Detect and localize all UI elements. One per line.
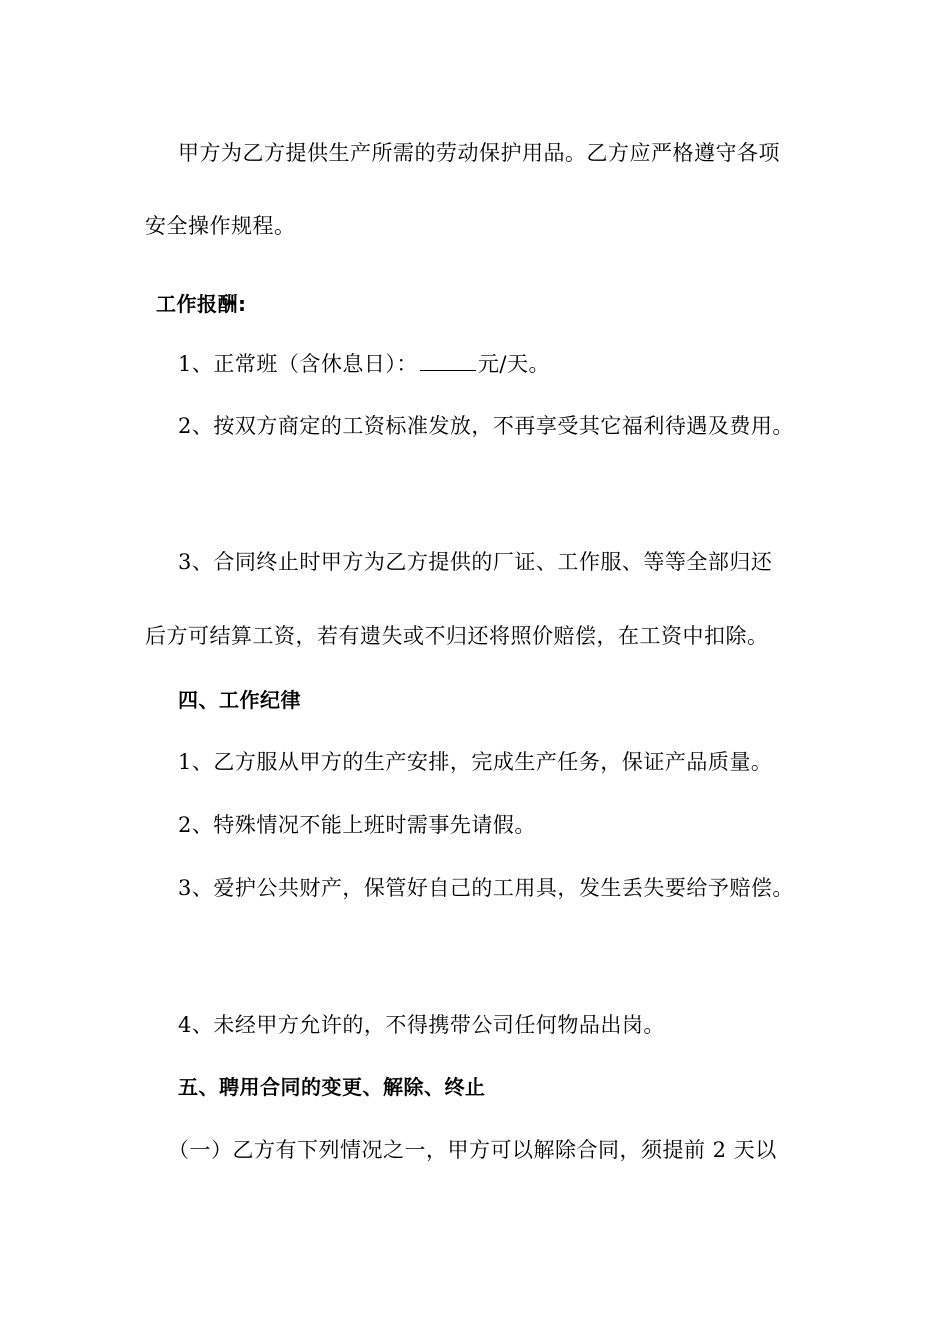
termination-heading: 五、聘用合同的变更、解除、终止 bbox=[178, 1075, 486, 1099]
pay-item-1-prefix: 1、正常班（含休息日）： bbox=[178, 352, 418, 376]
pay-item-3-line-2: 后方可结算工资，若有遗失或不归还将照价赔偿，在工资中扣除。 bbox=[145, 624, 769, 648]
discipline-item-1: 1、乙方服从甲方的生产安排，完成生产任务，保证产品质量。 bbox=[178, 750, 773, 774]
pay-item-2: 2、按双方商定的工资标准发放，不再享受其它福利待遇及费用。 bbox=[178, 414, 794, 438]
termination-item-1: （一）乙方有下列情况之一，甲方可以解除合同，须提前 2 天以 bbox=[168, 1138, 777, 1162]
protection-paragraph-line-1: 甲方为乙方提供生产所需的劳动保护用品。乙方应严格遵守各项 bbox=[178, 141, 780, 165]
pay-item-3-line-1: 3、合同终止时甲方为乙方提供的厂证、工作服、等等全部归还 bbox=[178, 550, 773, 574]
discipline-item-2: 2、特殊情况不能上班时需事先请假。 bbox=[178, 813, 536, 837]
wage-blank-field bbox=[420, 350, 476, 371]
discipline-heading: 四、工作纪律 bbox=[178, 688, 301, 712]
discipline-item-3: 3、爱护公共财产，保管好自己的工用具，发生丢失要给予赔偿。 bbox=[178, 876, 794, 900]
pay-heading: 工作报酬: bbox=[156, 292, 247, 316]
discipline-item-4: 4、未经甲方允许的，不得携带公司任何物品出岗。 bbox=[178, 1013, 665, 1037]
pay-item-1 bbox=[178, 350, 550, 378]
protection-paragraph-line-2: 安全操作规程。 bbox=[145, 214, 296, 238]
pay-item-1-suffix: 元/天。 bbox=[477, 352, 550, 376]
